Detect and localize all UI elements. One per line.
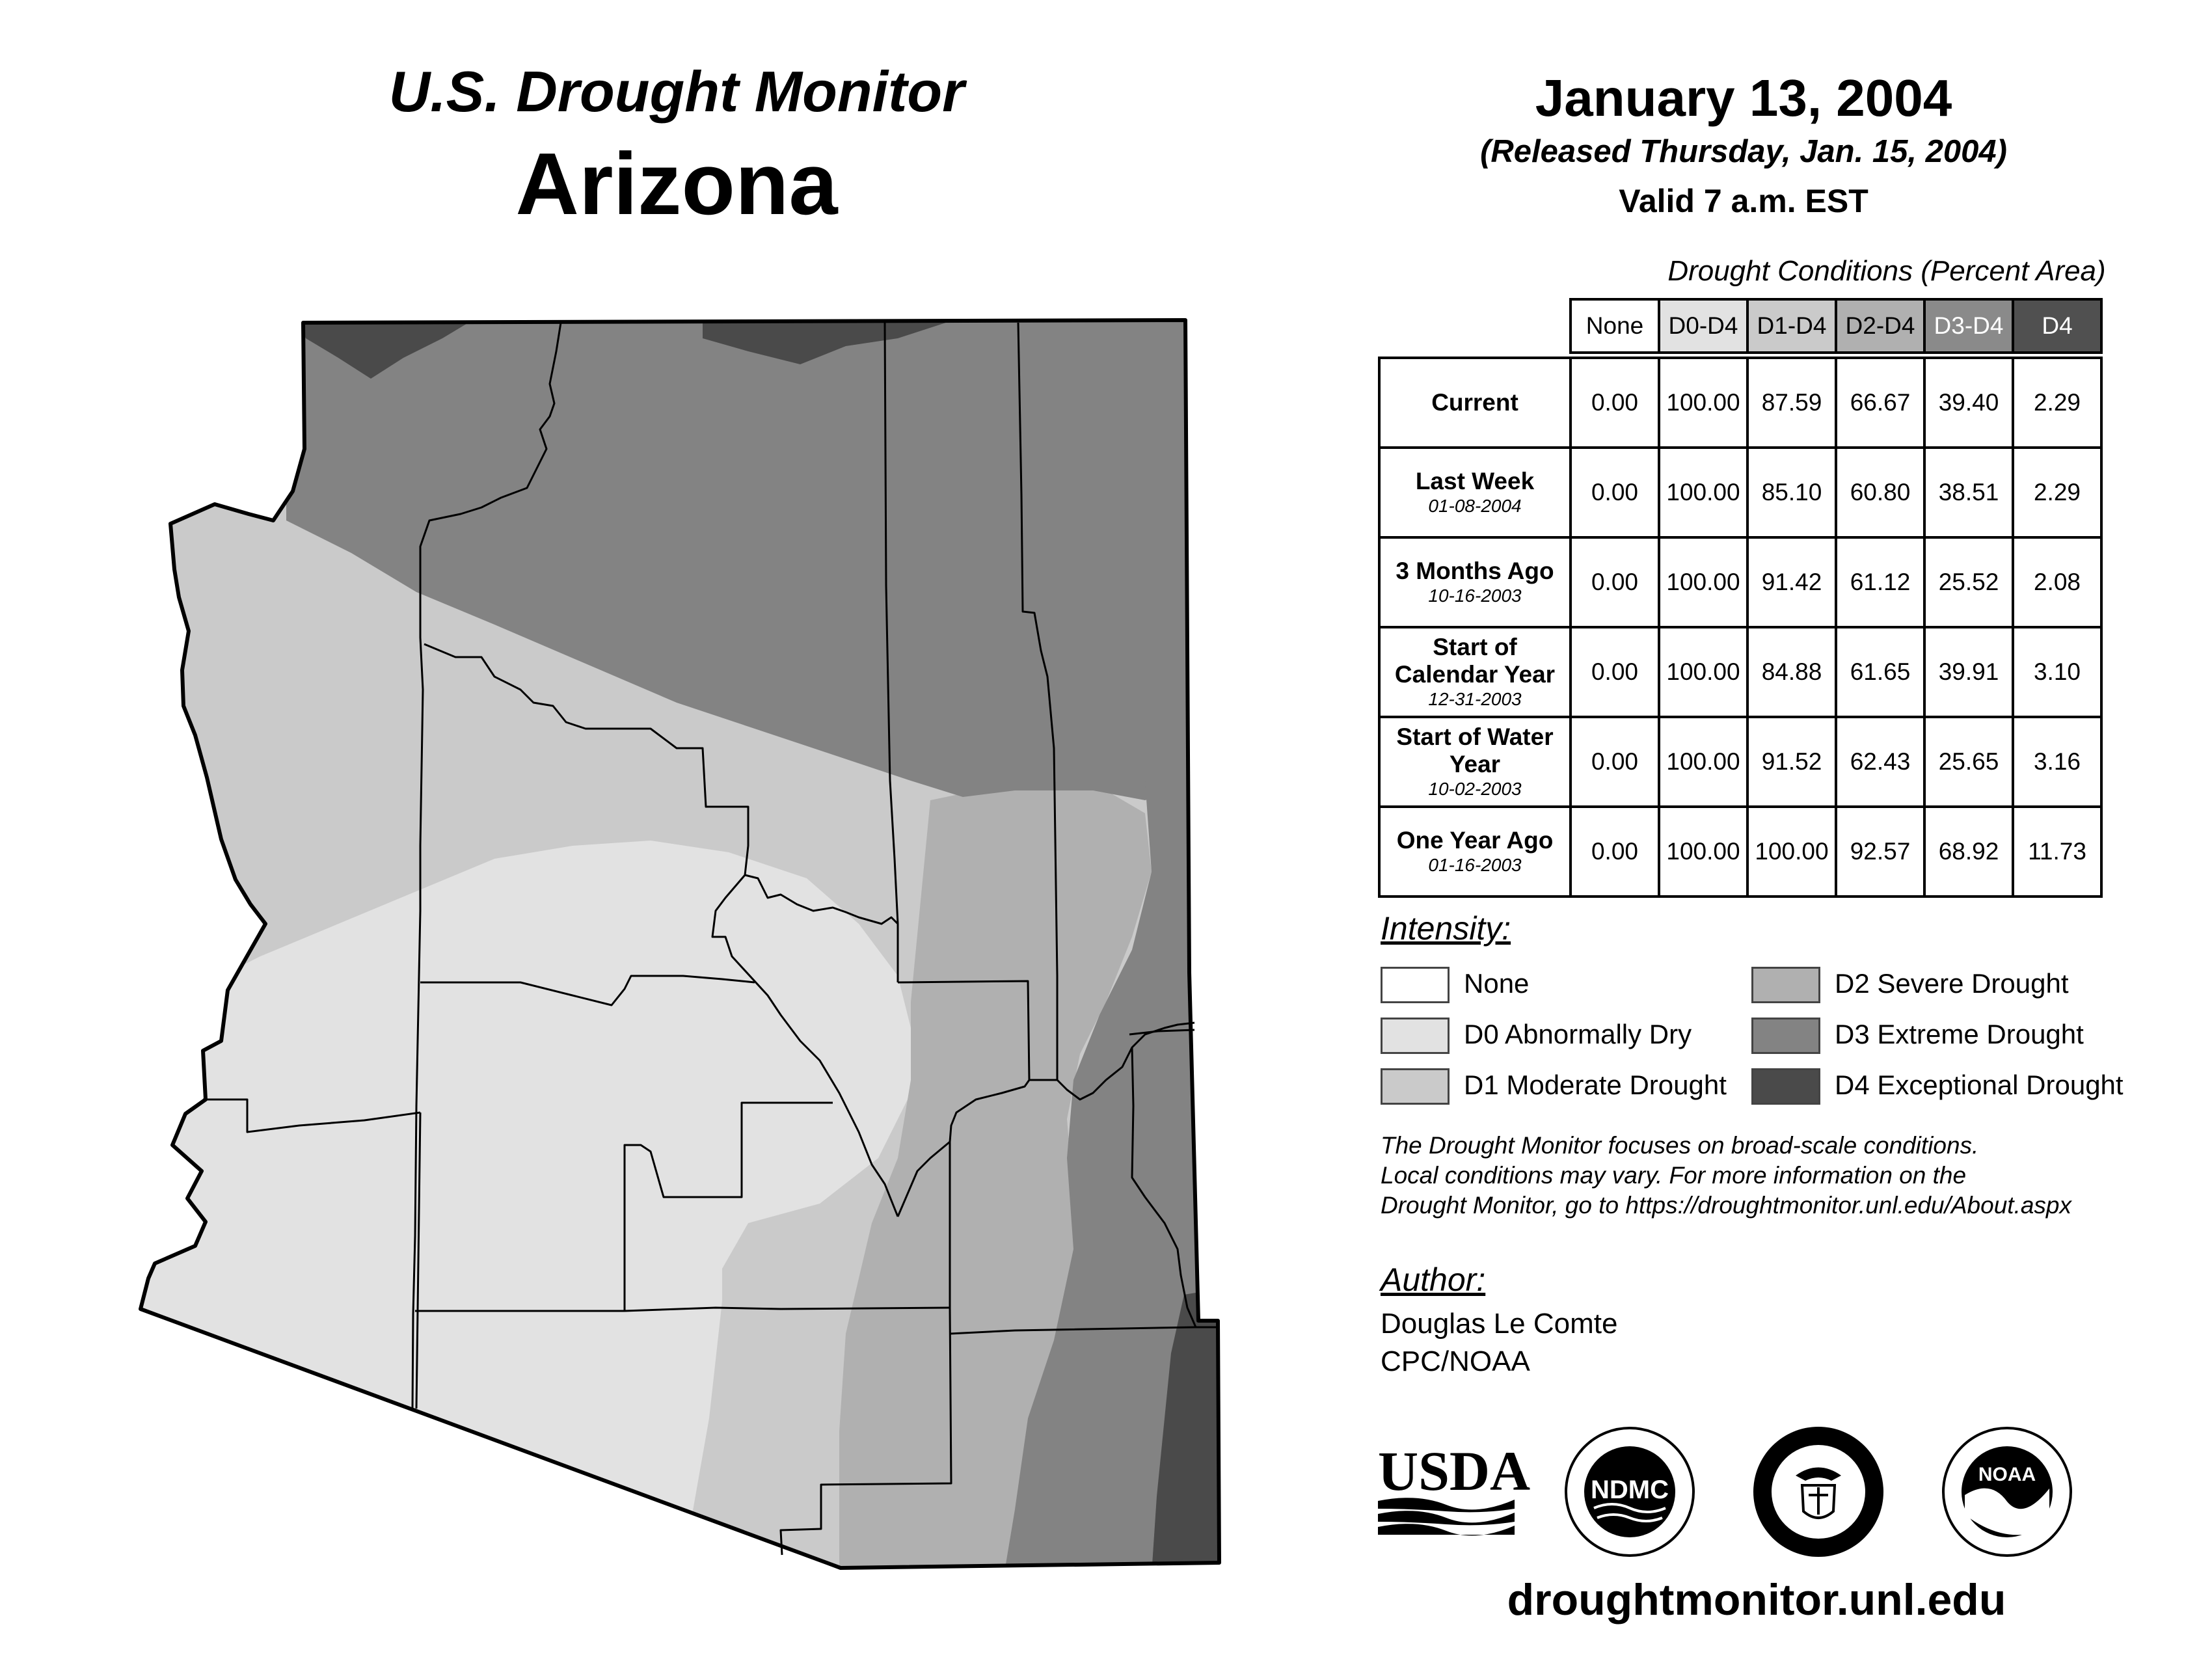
- table-cell: 100.00: [1659, 448, 1747, 537]
- note-line: Drought Monitor, go to https://droughtmonitor.unl.edu/About.aspx: [1381, 1192, 2071, 1219]
- row-label: [1379, 358, 1571, 448]
- drought-conditions-table: [1378, 298, 2103, 898]
- row-label-date: 10-16-2003: [1428, 586, 1522, 606]
- table-cell: 61.65: [1836, 627, 1924, 717]
- table-spacer: [1379, 353, 2101, 358]
- table-row: [1379, 537, 2101, 627]
- website-link[interactable]: droughtmonitor.unl.edu: [1507, 1575, 2006, 1625]
- table-header-row: [1379, 299, 2101, 353]
- legend-swatch-d3: [1751, 1018, 1820, 1054]
- row-label: [1379, 627, 1571, 717]
- release-date: (Released Thursday, Jan. 15, 2004): [1480, 134, 2007, 169]
- row-label-text: Current: [1431, 389, 1518, 416]
- region-title: Arizona: [515, 135, 838, 233]
- table-row: [1379, 448, 2101, 537]
- note-line: The Drought Monitor focuses on broad-scale conditions.: [1381, 1132, 1979, 1159]
- legend-swatch-none: [1381, 967, 1450, 1003]
- legend-label: D4 Exceptional Drought: [1835, 1070, 2124, 1100]
- table-row: [1379, 627, 2101, 717]
- table-cell: 62.43: [1836, 717, 1924, 807]
- legend-swatch-d4: [1751, 1068, 1820, 1105]
- author-heading: Author:: [1381, 1261, 1486, 1298]
- table-cell: 39.91: [1924, 627, 2013, 717]
- table-cell: 0.00: [1571, 537, 1659, 627]
- column-header: None: [1571, 299, 1659, 353]
- table-cell: 100.00: [1659, 358, 1747, 448]
- column-header: D2-D4: [1836, 299, 1924, 353]
- valid-time: Valid 7 a.m. EST: [1619, 183, 1868, 219]
- table-row: [1379, 807, 2101, 897]
- legend-label: None: [1464, 968, 1530, 999]
- noaa-logo-text: NOAA: [1978, 1464, 2036, 1485]
- table-cell: 100.00: [1659, 717, 1747, 807]
- table-cell: 91.42: [1747, 537, 1836, 627]
- noaa-logo: [1939, 1423, 2075, 1560]
- row-label: [1379, 807, 1571, 897]
- row-label: [1379, 717, 1571, 807]
- table-cell: 100.00: [1659, 807, 1747, 897]
- ndmc-logo: [1561, 1423, 1698, 1560]
- row-label-date: 12-31-2003: [1428, 689, 1522, 709]
- legend-label: D3 Extreme Drought: [1835, 1019, 2084, 1049]
- table-corner: [1379, 299, 1571, 353]
- row-label-text: 3 Months Ago: [1396, 558, 1554, 584]
- row-label-date: 10-02-2003: [1428, 779, 1522, 799]
- column-header: D4: [2013, 299, 2101, 353]
- note-line: Local conditions may vary. For more information on the: [1381, 1162, 1967, 1189]
- table-cell: 0.00: [1571, 627, 1659, 717]
- row-label-text: Start of Calendar Year: [1394, 634, 1556, 688]
- table-cell: 25.65: [1924, 717, 2013, 807]
- legend-label: D0 Abnormally Dry: [1464, 1019, 1692, 1049]
- legend-swatch-d1: [1381, 1068, 1450, 1105]
- row-label-text: One Year Ago: [1396, 827, 1554, 854]
- legend-label: D1 Moderate Drought: [1464, 1070, 1727, 1100]
- author-org: CPC/NOAA: [1381, 1345, 1530, 1377]
- table-cell: 25.52: [1924, 537, 2013, 627]
- column-header: D1-D4: [1747, 299, 1836, 353]
- table-cell: 0.00: [1571, 358, 1659, 448]
- table-cell: 2.08: [2013, 537, 2101, 627]
- disclaimer-note: [1381, 1131, 2071, 1221]
- table-cell: 84.88: [1747, 627, 1836, 717]
- usda-logo: [1378, 1440, 1531, 1539]
- column-header: D3-D4: [1924, 299, 2013, 353]
- column-header: D0-D4: [1659, 299, 1747, 353]
- table-cell: 92.57: [1836, 807, 1924, 897]
- table-cell: 0.00: [1571, 717, 1659, 807]
- table-cell: 87.59: [1747, 358, 1836, 448]
- legend-title: Intensity:: [1381, 910, 1511, 947]
- table-cell: 68.92: [1924, 807, 2013, 897]
- table-cell: 100.00: [1659, 627, 1747, 717]
- table-cell: 91.52: [1747, 717, 1836, 807]
- table-cell: 3.10: [2013, 627, 2101, 717]
- table-row: [1379, 358, 2101, 448]
- row-label: [1379, 537, 1571, 627]
- table-cell: 11.73: [2013, 807, 2101, 897]
- row-label-date: 01-08-2004: [1428, 496, 1522, 516]
- table-cell: 100.00: [1747, 807, 1836, 897]
- table-cell: 100.00: [1659, 537, 1747, 627]
- table-row: [1379, 717, 2101, 807]
- product-title: U.S. Drought Monitor: [388, 59, 965, 124]
- table-caption: Drought Conditions (Percent Area): [1667, 255, 2106, 287]
- usda-logo-text: USDA: [1378, 1440, 1531, 1502]
- legend-swatch-d2: [1751, 967, 1820, 1003]
- table-cell: 85.10: [1747, 448, 1836, 537]
- table-body: [1379, 353, 2101, 897]
- row-label-text: Start of Water Year: [1396, 723, 1554, 777]
- row-label-text: Last Week: [1415, 468, 1535, 494]
- table-cell: 2.29: [2013, 358, 2101, 448]
- author-name: Douglas Le Comte: [1381, 1308, 1618, 1340]
- table-cell: 38.51: [1924, 448, 2013, 537]
- table-cell: 66.67: [1836, 358, 1924, 448]
- legend-label: D2 Severe Drought: [1835, 968, 2069, 999]
- row-label-date: 01-16-2003: [1428, 855, 1522, 875]
- table-cell: 60.80: [1836, 448, 1924, 537]
- zone-d0-south: [130, 1132, 722, 1594]
- table-cell: 2.29: [2013, 448, 2101, 537]
- commerce-seal: [1750, 1423, 1887, 1560]
- table-cell: 39.40: [1924, 358, 2013, 448]
- table-cell: 0.00: [1571, 448, 1659, 537]
- table-cell: 3.16: [2013, 717, 2101, 807]
- table-cell: 0.00: [1571, 807, 1659, 897]
- legend-swatch-d0: [1381, 1018, 1450, 1054]
- row-label: [1379, 448, 1571, 537]
- table-cell: 61.12: [1836, 537, 1924, 627]
- ndmc-logo-text: NDMC: [1591, 1476, 1669, 1504]
- map-date: January 13, 2004: [1535, 69, 1952, 127]
